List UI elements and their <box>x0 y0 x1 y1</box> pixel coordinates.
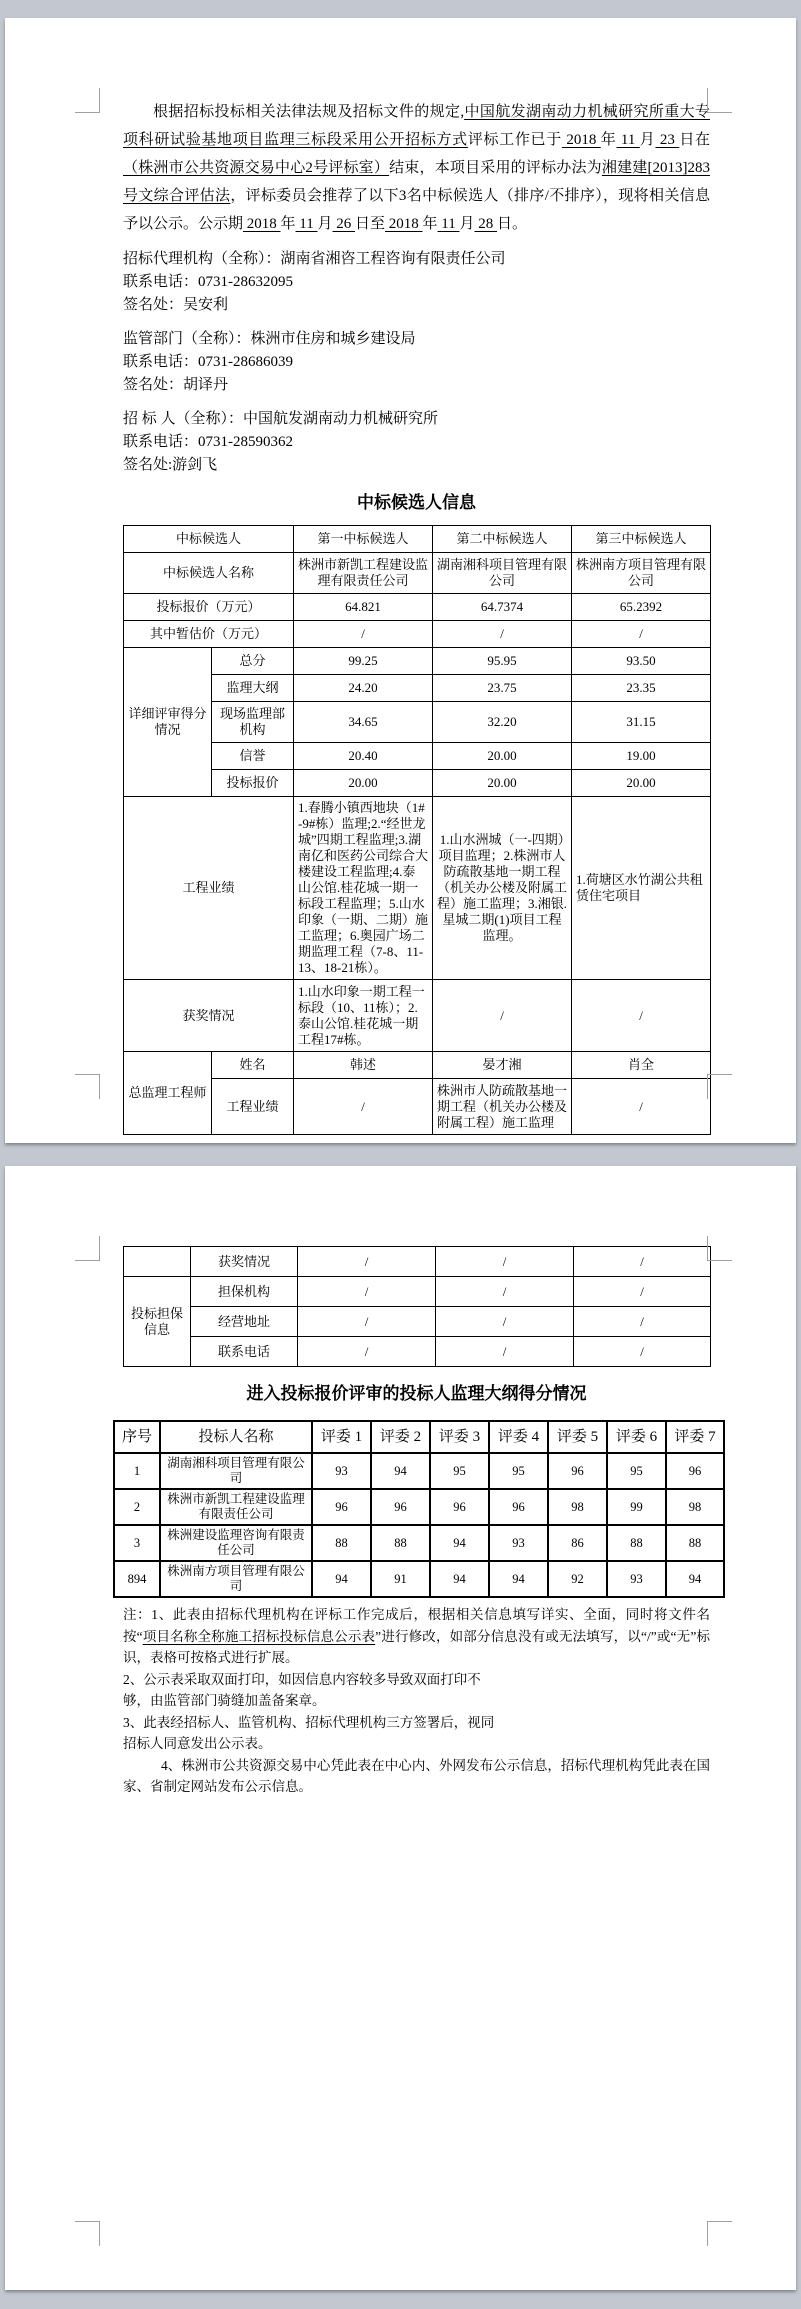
score-cell: 98 <box>666 1489 724 1525</box>
table-cell: 20.40 <box>294 743 433 770</box>
row-label: 经营地址 <box>191 1307 298 1337</box>
table-row <box>124 770 711 797</box>
candidate-1-name-cell: 株洲市新凯工程建设监理有限责任公司 <box>294 553 433 594</box>
crop-mark-bottom-right <box>707 1074 732 1099</box>
note-2-line-2: 够，由监管部门骑缝加盖备案章。 <box>123 1693 326 1708</box>
table-cell: / <box>436 1307 574 1337</box>
table-cell: 20.00 <box>294 770 433 797</box>
table-cell: / <box>574 1307 711 1337</box>
score-cell: 95 <box>489 1453 548 1489</box>
row-label: 获奖情况 <box>191 1247 298 1277</box>
regulator-name-line: 监管部门（全称）：株洲市住房和城乡建设局 <box>123 331 416 347</box>
table-row <box>124 594 711 621</box>
header-cell: 评委 7 <box>666 1421 724 1453</box>
score-row <box>114 1525 724 1561</box>
candidate-1-performance-cell: 1.春腾小镇西地块（1#-9#栋）监理;2.“经世龙城”四期工程监理;3.湖南亿和医药公司综合大楼建设工程监理;4.泰山公馆.桂花城一期一标段工程监理；5.山水印象（一期、二期）施工监理；6.奥园广场二期监理工程（7-8、11-13、18-21栋）。 <box>294 797 433 980</box>
table-cell: / <box>298 1307 436 1337</box>
score-cell: 96 <box>312 1489 371 1525</box>
score-cell: 96 <box>548 1453 607 1489</box>
score-cell: 88 <box>312 1525 371 1561</box>
score-row <box>114 1453 724 1489</box>
score-cell: 96 <box>489 1489 548 1525</box>
row-label: 工程业绩 <box>212 1079 294 1135</box>
table-cell: 19.00 <box>572 743 711 770</box>
score-cell: 99 <box>607 1489 666 1525</box>
candidate-3-name-cell: 株洲南方项目管理有限公司 <box>572 553 711 594</box>
score-cell: 93 <box>489 1525 548 1561</box>
table-cell: / <box>436 1337 574 1367</box>
score-cell: 95 <box>607 1453 666 1489</box>
candidate-2-name-cell: 湖南湘科项目管理有限公司 <box>433 553 572 594</box>
header-cell: 中标候选人 <box>124 526 294 553</box>
guarantee-group-label: 投标担保信息 <box>124 1277 191 1367</box>
table-row <box>124 1052 711 1079</box>
intro-paragraph: 根据招标投标相关法律法规及招标文件的规定,中国航发湖南动力机械研究所重大专项科研试验基地项目监理三标段采用公开招标方式评标工作已于 2018 年 11 月 23 日在（株洲市公共资源交易中心2号评标室）结束，本项目采用的评标办法为湘建建[2013]283号文综合评估法，评标委员会推荐了以下3名中标候选人（排序/不排序），现将相关信息予以公示。公示期 2018 年 11 月 26 日至 2018 年 11 月 28 日。 <box>123 104 710 232</box>
header-cell: 评委 5 <box>548 1421 607 1453</box>
table-cell: 23.35 <box>572 675 711 702</box>
crop-mark-top-left <box>75 88 100 113</box>
regulator-phone-line: 联系电话：0731-28686039 <box>123 354 293 370</box>
header-cell: 评委 3 <box>430 1421 489 1453</box>
table-row <box>124 1307 711 1337</box>
crop-mark-top-right <box>707 88 732 113</box>
table-cell: / <box>433 980 572 1052</box>
chief-3-name-cell: 肖全 <box>572 1052 711 1079</box>
table-row <box>124 1337 711 1367</box>
score-cell: 94 <box>489 1561 548 1597</box>
table-row <box>124 1247 711 1277</box>
score-cell: 93 <box>312 1453 371 1489</box>
row-label: 信誉 <box>212 743 294 770</box>
row-label: 监理大纲 <box>212 675 294 702</box>
row-label: 姓名 <box>212 1052 294 1079</box>
table-cell: 64.821 <box>294 594 433 621</box>
crop-mark-top-right <box>707 1236 732 1261</box>
table-row <box>124 743 711 770</box>
table-cell: 20.00 <box>433 770 572 797</box>
table-cell: 65.2392 <box>572 594 711 621</box>
table-cell: 32.20 <box>433 702 572 743</box>
table-cell: / <box>572 980 711 1052</box>
header-cell: 评委 1 <box>312 1421 371 1453</box>
candidate-3-performance-cell: 1.荷塘区水竹湖公共租赁住宅项目 <box>572 797 711 980</box>
table-cell: / <box>436 1247 574 1277</box>
header-cell: 序号 <box>114 1421 160 1453</box>
serial-cell: 3 <box>114 1525 160 1561</box>
table-cell: / <box>433 621 572 648</box>
header-cell: 第二中标候选人 <box>433 526 572 553</box>
table-cell: / <box>294 1079 433 1135</box>
crop-mark-bottom-left <box>75 2221 100 2246</box>
row-label: 联系电话 <box>191 1337 298 1367</box>
candidates-table <box>123 525 711 1135</box>
chief-1-name-cell: 韩述 <box>294 1052 433 1079</box>
bidder-name-cell: 株洲市新凯工程建设监理有限责任公司 <box>160 1489 312 1525</box>
crop-mark-top-left <box>75 1236 100 1261</box>
row-label: 担保机构 <box>191 1277 298 1307</box>
table-cell: 93.50 <box>572 648 711 675</box>
tenderee-contact-block <box>123 408 710 477</box>
bidder-name-cell: 株洲南方项目管理有限公司 <box>160 1561 312 1597</box>
score-cell: 91 <box>371 1561 430 1597</box>
table-cell: 99.25 <box>294 648 433 675</box>
empty-continuation-cell <box>124 1247 191 1277</box>
note-1: 注：1、此表由招标代理机构在评标工作完成后，根据相关信息填写详实、全面，同时将文件名按“项目名称全称施工招标投标信息公示表”进行修改，如部分信息没有或无法填写，以“/”或“无”标识，表格可按格式进行扩展。 <box>123 1607 711 1665</box>
agency-contact-block <box>123 248 710 317</box>
evaluation-method-underlined: 湘建建[2013]283号文综合评估法 <box>123 160 710 204</box>
tenderee-phone-line: 联系电话：0731-28590362 <box>123 434 293 450</box>
table-cell: 34.65 <box>294 702 433 743</box>
table-cell: 23.75 <box>433 675 572 702</box>
note-4: 4、株洲市公共资源交易中心凭此表在中心内、外网发布公示信息，招标代理机构凭此表在国家、省制定网站发布公示信息。 <box>123 1757 710 1794</box>
score-table <box>113 1420 725 1598</box>
table-row <box>124 702 711 743</box>
agency-signature-line: 签名处：吴安利 <box>123 297 229 313</box>
crop-mark-bottom-right <box>707 2221 732 2246</box>
table-cell: / <box>298 1247 436 1277</box>
candidate-2-performance-cell: 1.山水洲城（一-四期）项目监理；2.株洲市人防疏散基地一期工程（机关办公楼及附属工程）施工监理；3.湘银.星城二期(1)项目工程监理。 <box>433 797 572 980</box>
table-row <box>124 980 711 1052</box>
score-header-row <box>114 1421 724 1453</box>
regulator-signature-line: 签名处：胡译丹 <box>123 377 229 393</box>
table-row <box>124 526 711 553</box>
header-cell: 第一中标候选人 <box>294 526 433 553</box>
header-cell: 投标人名称 <box>160 1421 312 1453</box>
table-cell: / <box>574 1247 711 1277</box>
score-cell: 95 <box>430 1453 489 1489</box>
table-cell: / <box>574 1337 711 1367</box>
page-1 <box>5 18 796 1143</box>
regulator-contact-block <box>123 328 710 397</box>
table-cell: 64.7374 <box>433 594 572 621</box>
table-row <box>124 621 711 648</box>
row-label: 现场监理部机构 <box>212 702 294 743</box>
table-row <box>124 797 711 980</box>
note-2-line-1: 2、公示表采取双面打印，如因信息内容较多导致双面打印不 <box>123 1671 481 1687</box>
table-row <box>124 675 711 702</box>
score-cell: 98 <box>548 1489 607 1525</box>
row-label: 工程业绩 <box>124 797 294 980</box>
header-cell: 评委 2 <box>371 1421 430 1453</box>
table-cell: / <box>572 1079 711 1135</box>
table-cell: / <box>574 1277 711 1307</box>
project-name-underlined: 中国航发湖南动力机械研究所重大专项科研试验基地项目监理三标段采用公开招标方式 <box>123 104 710 148</box>
score-cell: 88 <box>607 1525 666 1561</box>
row-label: 其中暂估价（万元） <box>124 621 294 648</box>
chief-group-label: 总监理工程师 <box>124 1052 212 1135</box>
table-cell: 20.00 <box>572 770 711 797</box>
row-label: 投标报价（万元） <box>124 594 294 621</box>
page-2 <box>5 1166 796 2290</box>
score-cell: 88 <box>371 1525 430 1561</box>
serial-cell: 1 <box>114 1453 160 1489</box>
score-cell: 94 <box>371 1453 430 1489</box>
score-cell: 92 <box>548 1561 607 1597</box>
serial-cell: 2 <box>114 1489 160 1525</box>
row-label: 总分 <box>212 648 294 675</box>
row-label: 获奖情况 <box>124 980 294 1052</box>
filename-underlined: 项目名称全称施工招标投标信息公示表 <box>142 1628 376 1644</box>
chief-2-performance-cell: 株洲市人防疏散基地一期工程（机关办公楼及附属工程）施工监理 <box>433 1079 572 1135</box>
score-cell: 94 <box>430 1561 489 1597</box>
table-cell: / <box>294 621 433 648</box>
score-row <box>114 1489 724 1525</box>
tenderee-name-line: 招 标 人（全称）：中国航发湖南动力机械研究所 <box>123 411 439 427</box>
header-cell: 第三中标候选人 <box>572 526 711 553</box>
crop-mark-bottom-left <box>75 1074 100 1099</box>
score-cell: 96 <box>371 1489 430 1525</box>
candidates-table-title: 中标候选人信息 <box>357 493 476 512</box>
note-3-line-2: 招标人同意发出公示表。 <box>123 1736 272 1751</box>
agency-phone-line: 联系电话：0731-28632095 <box>123 274 293 290</box>
score-cell: 88 <box>666 1525 724 1561</box>
bidder-name-cell: 株洲建设监理咨询有限责任公司 <box>160 1525 312 1561</box>
score-cell: 94 <box>430 1525 489 1561</box>
table-row <box>124 553 711 594</box>
venue-underlined: （株洲市公共资源交易中心2号评标室） <box>123 160 390 176</box>
candidate-1-awards-cell: 1.山水印象一期工程一标段（10、11栋）；2.泰山公馆.桂花城一期工程17#栋。 <box>294 980 433 1052</box>
table-cell: 31.15 <box>572 702 711 743</box>
notes-block <box>123 1604 710 1798</box>
serial-cell: 894 <box>114 1561 160 1597</box>
table-cell: 95.95 <box>433 648 572 675</box>
header-cell: 评委 6 <box>607 1421 666 1453</box>
score-row <box>114 1561 724 1597</box>
table-cell: 24.20 <box>294 675 433 702</box>
bidder-name-cell: 湖南湘科项目管理有限公司 <box>160 1453 312 1489</box>
score-cell: 96 <box>430 1489 489 1525</box>
table-cell: 20.00 <box>433 743 572 770</box>
table-cell: / <box>298 1337 436 1367</box>
score-cell: 93 <box>607 1561 666 1597</box>
score-table-title: 进入投标报价评审的投标人监理大纲得分情况 <box>246 1384 587 1403</box>
agency-name-line: 招标代理机构（全称）：湖南省湘咨工程咨询有限责任公司 <box>123 251 506 267</box>
chief-2-name-cell: 晏才湘 <box>433 1052 572 1079</box>
tenderee-signature-line: 签名处:游剑飞 <box>123 457 218 473</box>
table-row <box>124 1277 711 1307</box>
detail-group-label: 详细评审得分情况 <box>124 648 212 797</box>
score-cell: 86 <box>548 1525 607 1561</box>
table-cell: / <box>298 1277 436 1307</box>
note-3-line-1: 3、此表经招标人、监管机构、招标代理机构三方签署后，视同 <box>123 1714 495 1730</box>
intro-text: 根据招标投标相关法律法规及招标文件的规定, <box>153 104 465 120</box>
table-row <box>124 1079 711 1135</box>
header-cell: 评委 4 <box>489 1421 548 1453</box>
score-cell: 96 <box>666 1453 724 1489</box>
table-cell: / <box>436 1277 574 1307</box>
row-label: 中标候选人名称 <box>124 553 294 594</box>
table-cell: / <box>572 621 711 648</box>
guarantee-table <box>123 1246 711 1367</box>
score-cell: 94 <box>312 1561 371 1597</box>
row-label: 投标报价 <box>212 770 294 797</box>
score-cell: 94 <box>666 1561 724 1597</box>
table-row <box>124 648 711 675</box>
